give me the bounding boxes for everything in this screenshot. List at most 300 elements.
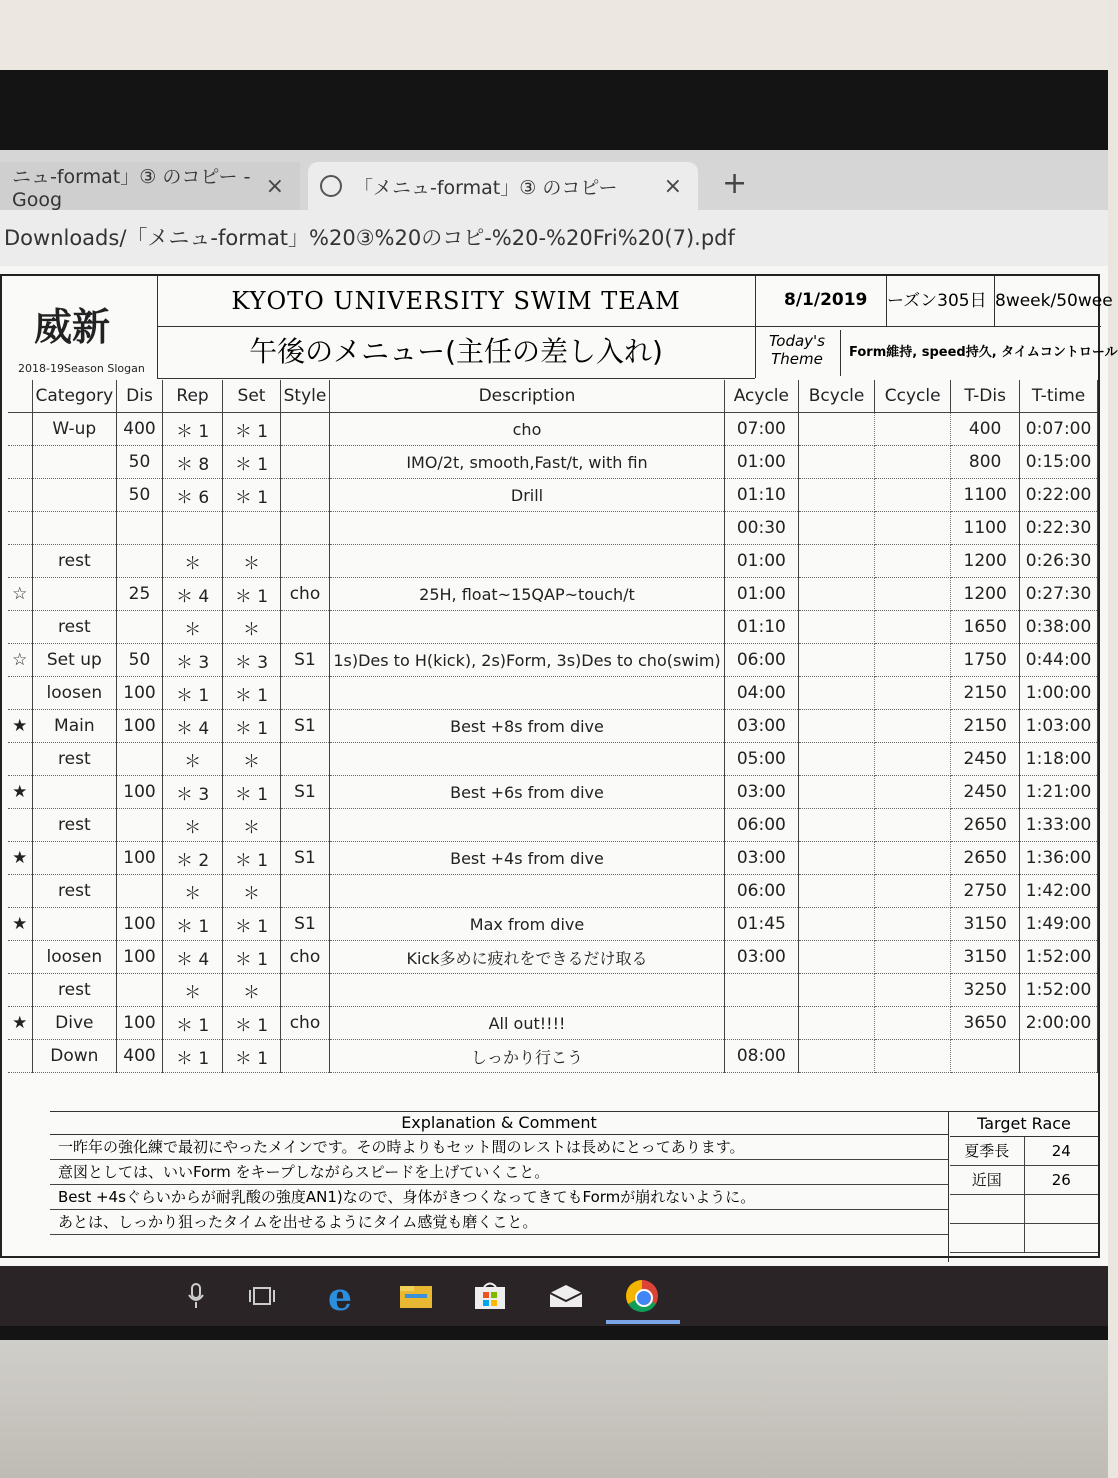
race-value: 26 bbox=[1051, 1171, 1071, 1189]
bcycle-cell bbox=[799, 908, 875, 941]
dis-cell: 100 bbox=[117, 776, 163, 809]
race-name: 近国 bbox=[950, 1166, 1025, 1194]
rep-cell: ＊ 8 bbox=[162, 446, 223, 479]
rep-cell: ＊ bbox=[162, 545, 223, 578]
set-cell: ＊ bbox=[223, 974, 280, 1007]
explanation-box bbox=[50, 1112, 949, 1262]
bottom-section bbox=[50, 1111, 1100, 1262]
category-cell: rest bbox=[32, 545, 117, 578]
style-cell bbox=[280, 479, 330, 512]
table-row bbox=[8, 677, 1098, 710]
theme-label: Today's Theme bbox=[768, 332, 825, 368]
set-cell: ＊ 1 bbox=[223, 1007, 280, 1040]
ttime-cell: 1:21:00 bbox=[1020, 776, 1098, 809]
dis-cell: 50 bbox=[117, 644, 163, 677]
race-row bbox=[950, 1166, 1098, 1195]
rep-cell bbox=[162, 512, 223, 545]
col-ttime: T-time bbox=[1020, 380, 1098, 413]
rep-cell: ＊ 3 bbox=[162, 644, 223, 677]
taskbar bbox=[0, 1266, 1108, 1326]
menu-subtitle: 午後のメニュー(主任の差し入れ) bbox=[157, 326, 755, 379]
description-cell bbox=[330, 974, 724, 1007]
style-cell bbox=[280, 1040, 330, 1073]
style-cell bbox=[280, 875, 330, 908]
rep-cell: ＊ bbox=[162, 611, 223, 644]
table-row bbox=[8, 941, 1098, 974]
ttime-cell: 0:15:00 bbox=[1020, 446, 1098, 479]
close-tab-2-icon[interactable]: × bbox=[663, 173, 682, 199]
slogan-caption: 2018-19Season Slogan bbox=[18, 362, 145, 375]
ccycle-cell bbox=[875, 809, 951, 842]
ttime-cell: 1:03:00 bbox=[1020, 710, 1098, 743]
description-cell: Max from dive bbox=[330, 908, 724, 941]
mark-icon: ★ bbox=[8, 710, 32, 743]
style-cell bbox=[280, 446, 330, 479]
bcycle-cell bbox=[799, 875, 875, 908]
category-cell: Main bbox=[32, 710, 117, 743]
date: 8/1/2019 bbox=[784, 290, 868, 310]
category-cell: Dive bbox=[32, 1007, 117, 1040]
category-cell: W-up bbox=[32, 413, 117, 446]
bcycle-cell bbox=[799, 413, 875, 446]
address-bar[interactable]: Downloads/「メニュ-format」%20③%20のコピ-%20-%20Fri%20(7).pdf bbox=[0, 210, 1108, 266]
race-name: 夏季長 bbox=[950, 1137, 1025, 1165]
rep-cell: ＊ bbox=[162, 743, 223, 776]
tdis-cell: 2650 bbox=[951, 842, 1020, 875]
tdis-cell: 1650 bbox=[951, 611, 1020, 644]
category-cell: rest bbox=[32, 743, 117, 776]
table-row bbox=[8, 1040, 1098, 1073]
style-cell: cho bbox=[280, 578, 330, 611]
ttime-cell: 2:00:00 bbox=[1020, 1007, 1098, 1040]
store-icon[interactable] bbox=[470, 1276, 510, 1316]
ttime-cell: 1:49:00 bbox=[1020, 908, 1098, 941]
microphone-icon[interactable] bbox=[176, 1276, 216, 1316]
mark-icon bbox=[8, 1040, 32, 1073]
col-ccycle: Ccycle bbox=[875, 380, 951, 413]
ccycle-cell bbox=[875, 974, 951, 1007]
category-cell bbox=[32, 479, 117, 512]
bcycle-cell bbox=[799, 545, 875, 578]
description-cell: Best +4s from dive bbox=[330, 842, 724, 875]
dis-cell bbox=[117, 875, 163, 908]
race-value: 24 bbox=[1051, 1142, 1071, 1160]
mark-icon bbox=[8, 875, 32, 908]
explanation-title: Explanation & Comment bbox=[50, 1112, 948, 1135]
mark-icon bbox=[8, 941, 32, 974]
category-cell: Down bbox=[32, 1040, 117, 1073]
header-row bbox=[8, 380, 1098, 413]
description-cell: Best +8s from dive bbox=[330, 710, 724, 743]
rep-cell: ＊ 2 bbox=[162, 842, 223, 875]
ttime-cell: 0:26:30 bbox=[1020, 545, 1098, 578]
ccycle-cell bbox=[875, 677, 951, 710]
description-cell bbox=[330, 677, 724, 710]
slogan-box bbox=[2, 276, 158, 378]
category-cell bbox=[32, 842, 117, 875]
description-cell bbox=[330, 743, 724, 776]
set-cell: ＊ 3 bbox=[223, 644, 280, 677]
set-cell: ＊ 1 bbox=[223, 842, 280, 875]
description-cell bbox=[330, 545, 724, 578]
ccycle-cell bbox=[875, 710, 951, 743]
mark-icon bbox=[8, 545, 32, 578]
table-row bbox=[8, 611, 1098, 644]
mark-icon bbox=[8, 611, 32, 644]
tdis-cell: 3250 bbox=[951, 974, 1020, 1007]
close-tab-1-icon[interactable]: × bbox=[265, 173, 284, 199]
rep-cell: ＊ 1 bbox=[162, 413, 223, 446]
dis-cell: 50 bbox=[117, 479, 163, 512]
style-cell bbox=[280, 743, 330, 776]
laptop-base bbox=[0, 1340, 1108, 1478]
pdf-viewer bbox=[0, 266, 1118, 1266]
mark-icon: ★ bbox=[8, 842, 32, 875]
mark-icon bbox=[8, 974, 32, 1007]
bcycle-cell bbox=[799, 611, 875, 644]
rep-cell: ＊ bbox=[162, 974, 223, 1007]
acycle-cell: 07:00 bbox=[724, 413, 798, 446]
tdis-cell: 3150 bbox=[951, 908, 1020, 941]
dis-cell bbox=[117, 743, 163, 776]
tdis-cell: 1200 bbox=[951, 578, 1020, 611]
acycle-cell: 01:10 bbox=[724, 611, 798, 644]
file-explorer-icon[interactable] bbox=[396, 1276, 436, 1316]
acycle-cell: 03:00 bbox=[724, 941, 798, 974]
description-cell bbox=[330, 512, 724, 545]
acycle-cell: 06:00 bbox=[724, 644, 798, 677]
description-cell bbox=[330, 809, 724, 842]
tdis-cell: 800 bbox=[951, 446, 1020, 479]
menu-table bbox=[8, 380, 1098, 1073]
acycle-cell: 01:00 bbox=[724, 545, 798, 578]
tab-bar bbox=[0, 150, 1108, 210]
table-row bbox=[8, 446, 1098, 479]
category-cell: loosen bbox=[32, 677, 117, 710]
set-cell: ＊ bbox=[223, 545, 280, 578]
acycle-cell: 00:30 bbox=[724, 512, 798, 545]
ttime-cell: 1:36:00 bbox=[1020, 842, 1098, 875]
description-cell bbox=[330, 611, 724, 644]
category-cell: rest bbox=[32, 809, 117, 842]
ccycle-cell bbox=[875, 545, 951, 578]
bcycle-cell bbox=[799, 710, 875, 743]
rep-cell: ＊ 6 bbox=[162, 479, 223, 512]
mail-icon[interactable] bbox=[546, 1276, 586, 1316]
set-cell: ＊ 1 bbox=[223, 578, 280, 611]
col-category: Category bbox=[32, 380, 117, 413]
acycle-cell: 01:10 bbox=[724, 479, 798, 512]
ccycle-cell bbox=[875, 842, 951, 875]
ccycle-cell bbox=[875, 875, 951, 908]
table-row bbox=[8, 413, 1098, 446]
ttime-cell: 1:18:00 bbox=[1020, 743, 1098, 776]
slogan: 威新 bbox=[34, 304, 111, 349]
team-title: KYOTO UNIVERSITY SWIM TEAM bbox=[157, 276, 755, 327]
ccycle-cell bbox=[875, 413, 951, 446]
style-cell: S1 bbox=[280, 710, 330, 743]
set-cell: ＊ bbox=[223, 611, 280, 644]
tdis-cell: 1100 bbox=[951, 512, 1020, 545]
category-cell bbox=[32, 512, 117, 545]
tdis-cell: 2750 bbox=[951, 875, 1020, 908]
tab-1-label: ニュ-format」③ のコピー - Goog bbox=[12, 165, 251, 211]
acycle-cell: 06:00 bbox=[724, 875, 798, 908]
rep-cell: ＊ 3 bbox=[162, 776, 223, 809]
table-row bbox=[8, 545, 1098, 578]
table-row bbox=[8, 908, 1098, 941]
rep-cell: ＊ 1 bbox=[162, 1040, 223, 1073]
acycle-cell: 01:00 bbox=[724, 446, 798, 479]
ttime-cell: 1:00:00 bbox=[1020, 677, 1098, 710]
race-row bbox=[950, 1137, 1098, 1166]
mark-icon: ★ bbox=[8, 908, 32, 941]
style-cell: S1 bbox=[280, 842, 330, 875]
style-cell bbox=[280, 974, 330, 1007]
mark-icon: ☆ bbox=[8, 644, 32, 677]
tdis-cell: 1200 bbox=[951, 545, 1020, 578]
acycle-cell: 03:00 bbox=[724, 776, 798, 809]
mark-icon: ★ bbox=[8, 1007, 32, 1040]
mark-icon bbox=[8, 743, 32, 776]
tdis-cell bbox=[951, 1040, 1020, 1073]
dis-cell bbox=[117, 512, 163, 545]
description-cell bbox=[330, 875, 724, 908]
ttime-cell: 0:22:00 bbox=[1020, 479, 1098, 512]
ccycle-cell bbox=[875, 776, 951, 809]
description-cell: 1s)Des to H(kick), 2s)Form, 3s)Des to cho(swim) bbox=[330, 644, 724, 677]
set-cell: ＊ 1 bbox=[223, 446, 280, 479]
week: 8week/50wee bbox=[994, 276, 1102, 326]
edge-icon[interactable]: e bbox=[327, 1273, 353, 1319]
style-cell: S1 bbox=[280, 776, 330, 809]
description-cell: cho bbox=[330, 413, 724, 446]
description-cell: IMO/2t, smooth,Fast/t, with fin bbox=[330, 446, 724, 479]
dis-cell: 50 bbox=[117, 446, 163, 479]
bcycle-cell bbox=[799, 677, 875, 710]
ttime-cell: 0:27:30 bbox=[1020, 578, 1098, 611]
dis-cell: 100 bbox=[117, 677, 163, 710]
rep-cell: ＊ 4 bbox=[162, 578, 223, 611]
explanation-line: Best +4sぐらいからが耐乳酸の強度AN1)なので、身体がきつくなってきてもFormが崩れないように。 bbox=[50, 1185, 948, 1210]
rep-cell: ＊ 4 bbox=[162, 710, 223, 743]
category-cell: rest bbox=[32, 875, 117, 908]
category-cell bbox=[32, 776, 117, 809]
ttime-cell: 1:52:00 bbox=[1020, 974, 1098, 1007]
set-cell: ＊ 1 bbox=[223, 413, 280, 446]
ccycle-cell bbox=[875, 446, 951, 479]
acycle-cell bbox=[724, 1007, 798, 1040]
style-cell bbox=[280, 677, 330, 710]
mark-icon bbox=[8, 677, 32, 710]
category-cell bbox=[32, 908, 117, 941]
race-row bbox=[950, 1195, 1098, 1224]
style-cell bbox=[280, 545, 330, 578]
category-cell: rest bbox=[32, 974, 117, 1007]
dis-cell: 100 bbox=[117, 908, 163, 941]
menu-document bbox=[0, 274, 1118, 1258]
table-row bbox=[8, 776, 1098, 809]
style-cell bbox=[280, 413, 330, 446]
mark-icon bbox=[8, 446, 32, 479]
bcycle-cell bbox=[799, 776, 875, 809]
description-cell: 25H, float~15QAP~touch/t bbox=[330, 578, 724, 611]
style-cell bbox=[280, 611, 330, 644]
set-cell bbox=[223, 512, 280, 545]
mark-icon bbox=[8, 512, 32, 545]
ttime-cell bbox=[1020, 1040, 1098, 1073]
bcycle-cell bbox=[799, 1007, 875, 1040]
set-cell: ＊ 1 bbox=[223, 677, 280, 710]
ccycle-cell bbox=[875, 611, 951, 644]
col-description: Description bbox=[330, 380, 724, 413]
rep-cell: ＊ bbox=[162, 809, 223, 842]
tdis-cell: 2650 bbox=[951, 809, 1020, 842]
col-bcycle: Bcycle bbox=[799, 380, 875, 413]
set-cell: ＊ bbox=[223, 809, 280, 842]
set-cell: ＊ 1 bbox=[223, 941, 280, 974]
background-wall bbox=[0, 0, 1108, 70]
task-view-icon[interactable] bbox=[242, 1276, 282, 1316]
bcycle-cell bbox=[799, 842, 875, 875]
style-cell: cho bbox=[280, 1007, 330, 1040]
rep-cell: ＊ 1 bbox=[162, 677, 223, 710]
dis-cell bbox=[117, 809, 163, 842]
header-info bbox=[755, 276, 1118, 378]
acycle-cell: 06:00 bbox=[724, 809, 798, 842]
style-cell bbox=[280, 512, 330, 545]
category-cell bbox=[32, 578, 117, 611]
bcycle-cell bbox=[799, 578, 875, 611]
new-tab-button[interactable]: + bbox=[722, 166, 748, 201]
style-cell: cho bbox=[280, 941, 330, 974]
tdis-cell: 400 bbox=[951, 413, 1020, 446]
set-cell: ＊ bbox=[223, 743, 280, 776]
tdis-cell: 3650 bbox=[951, 1007, 1020, 1040]
rep-cell: ＊ 1 bbox=[162, 908, 223, 941]
mark-icon bbox=[8, 413, 32, 446]
ccycle-cell bbox=[875, 479, 951, 512]
rep-cell: ＊ 4 bbox=[162, 941, 223, 974]
col-set: Set bbox=[223, 380, 280, 413]
set-cell: ＊ bbox=[223, 875, 280, 908]
bcycle-cell bbox=[799, 512, 875, 545]
col-rep: Rep bbox=[162, 380, 223, 413]
acycle-cell: 05:00 bbox=[724, 743, 798, 776]
acycle-cell: 03:00 bbox=[724, 842, 798, 875]
table-row bbox=[8, 743, 1098, 776]
col-dis: Dis bbox=[117, 380, 163, 413]
dis-cell: 400 bbox=[117, 413, 163, 446]
season-day: ーズン305日 bbox=[886, 276, 995, 326]
tab-1[interactable] bbox=[0, 162, 300, 210]
tdis-cell: 2150 bbox=[951, 677, 1020, 710]
dis-cell: 25 bbox=[117, 578, 163, 611]
description-cell: Kick多めに疲れをできるだけ取る bbox=[330, 941, 724, 974]
category-cell: loosen bbox=[32, 941, 117, 974]
target-race-box bbox=[950, 1112, 1098, 1253]
dis-cell bbox=[117, 545, 163, 578]
col-tdis: T-Dis bbox=[951, 380, 1020, 413]
ccycle-cell bbox=[875, 1007, 951, 1040]
dis-cell: 100 bbox=[117, 842, 163, 875]
active-app-indicator bbox=[606, 1320, 680, 1324]
tdis-cell: 1100 bbox=[951, 479, 1020, 512]
race-row bbox=[950, 1224, 1098, 1253]
acycle-cell: 04:00 bbox=[724, 677, 798, 710]
ccycle-cell bbox=[875, 512, 951, 545]
table-row bbox=[8, 809, 1098, 842]
table-row bbox=[8, 710, 1098, 743]
description-cell: Drill bbox=[330, 479, 724, 512]
explanation-line: 意図としては、いいForm をキープしながらスピードを上げていくこと。 bbox=[50, 1160, 948, 1185]
ttime-cell: 1:33:00 bbox=[1020, 809, 1098, 842]
bcycle-cell bbox=[799, 941, 875, 974]
tab-2[interactable] bbox=[308, 162, 698, 210]
rep-cell: ＊ 1 bbox=[162, 1007, 223, 1040]
ttime-cell: 0:44:00 bbox=[1020, 644, 1098, 677]
screen bbox=[0, 150, 1118, 1319]
acycle-cell: 01:45 bbox=[724, 908, 798, 941]
acycle-cell: 01:00 bbox=[724, 578, 798, 611]
dis-cell bbox=[117, 611, 163, 644]
mark-icon bbox=[8, 809, 32, 842]
ccycle-cell bbox=[875, 1040, 951, 1073]
ttime-cell: 0:38:00 bbox=[1020, 611, 1098, 644]
ccycle-cell bbox=[875, 644, 951, 677]
table-row bbox=[8, 875, 1098, 908]
explanation-line: 一昨年の強化練で最初にやったメインです。その時よりもセット間のレストは長めにとってあります。 bbox=[50, 1135, 948, 1160]
bcycle-cell bbox=[799, 974, 875, 1007]
table-row bbox=[8, 479, 1098, 512]
target-race-title: Target Race bbox=[950, 1112, 1098, 1137]
table-row bbox=[8, 512, 1098, 545]
bcycle-cell bbox=[799, 743, 875, 776]
description-cell: All out!!!! bbox=[330, 1007, 724, 1040]
category-cell: rest bbox=[32, 611, 117, 644]
mark-icon bbox=[8, 479, 32, 512]
ttime-cell: 1:42:00 bbox=[1020, 875, 1098, 908]
bcycle-cell bbox=[799, 1040, 875, 1073]
tdis-cell: 3150 bbox=[951, 941, 1020, 974]
mark-icon: ☆ bbox=[8, 578, 32, 611]
acycle-cell: 08:00 bbox=[724, 1040, 798, 1073]
category-cell: Set up bbox=[32, 644, 117, 677]
tab-2-label: 「メニュ-format」③ のコピー bbox=[354, 176, 618, 199]
tdis-cell: 2450 bbox=[951, 743, 1020, 776]
dis-cell bbox=[117, 974, 163, 1007]
bcycle-cell bbox=[799, 446, 875, 479]
table-row bbox=[8, 578, 1098, 611]
ccycle-cell bbox=[875, 743, 951, 776]
tdis-cell: 2150 bbox=[951, 710, 1020, 743]
table-row bbox=[8, 644, 1098, 677]
mark-icon: ★ bbox=[8, 776, 32, 809]
explanation-line: あとは、しっかり狙ったタイムを出せるようにタイム感覚も磨くこと。 bbox=[50, 1210, 948, 1235]
style-cell: S1 bbox=[280, 908, 330, 941]
dis-cell: 100 bbox=[117, 941, 163, 974]
style-cell: S1 bbox=[280, 644, 330, 677]
style-cell bbox=[280, 809, 330, 842]
chrome-icon[interactable] bbox=[622, 1276, 662, 1316]
description-cell: しっかり行こう bbox=[330, 1040, 724, 1073]
set-cell: ＊ 1 bbox=[223, 908, 280, 941]
set-cell: ＊ 1 bbox=[223, 1040, 280, 1073]
tdis-cell: 2450 bbox=[951, 776, 1020, 809]
menu-rows bbox=[8, 413, 1098, 1073]
ccycle-cell bbox=[875, 941, 951, 974]
tdis-cell: 1750 bbox=[951, 644, 1020, 677]
